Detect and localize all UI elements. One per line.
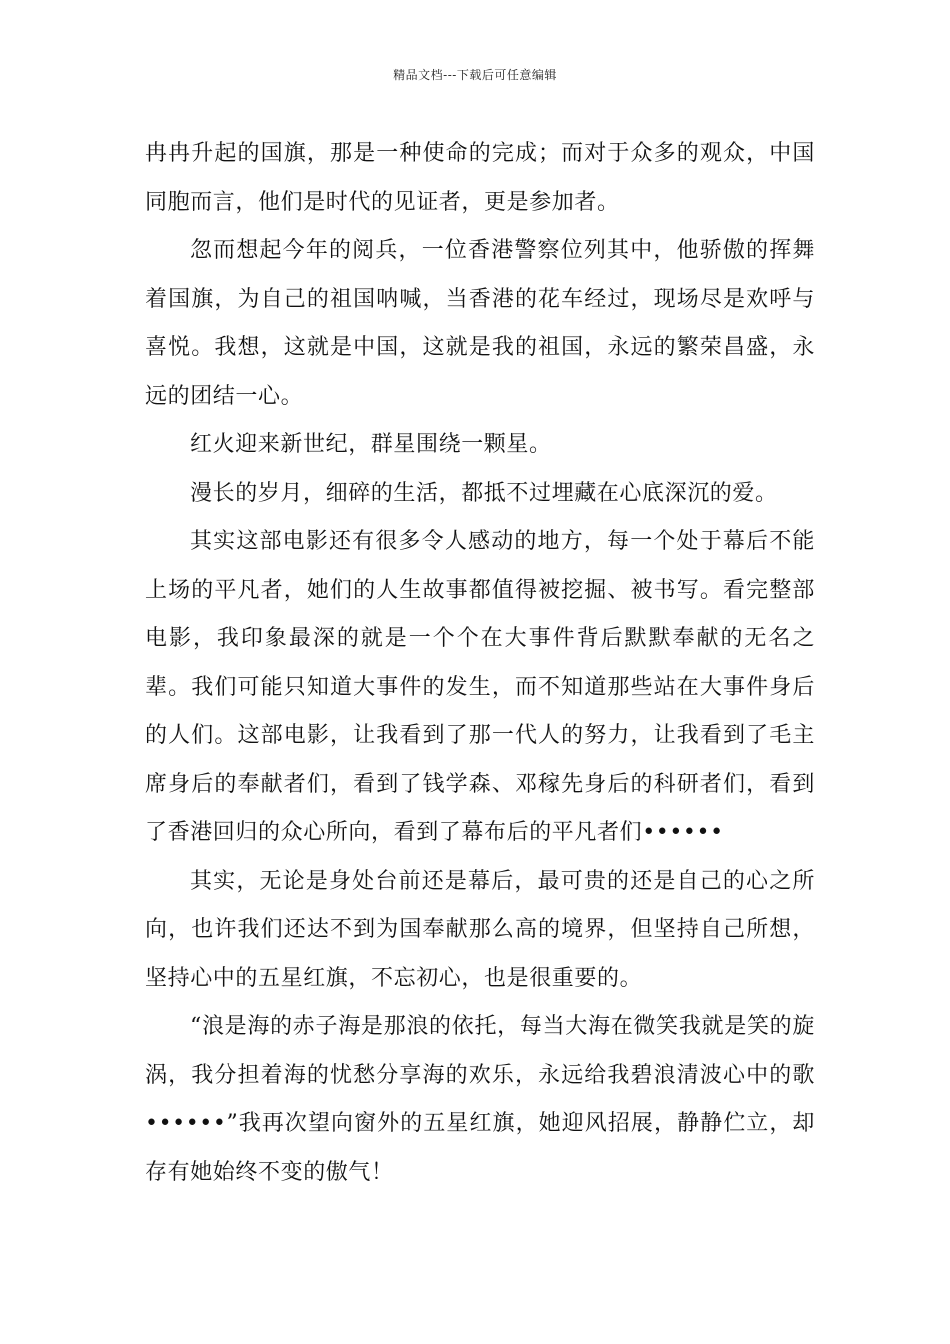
paragraph-continuation: 冉冉升起的国旗，那是一种使命的完成；而对于众多的观众，中国同胞而言，他们是时代的见证者，更是参加者。 [145, 141, 815, 215]
paragraph: 其实，无论是身处台前还是幕后，最可贵的还是自己的心之所向，也许我们还达不到为国奉献那么高的境界，但坚持自己所想，坚持心中的五星红旗，不忘初心，也是很重要的。 [145, 868, 815, 991]
document-body [145, 130, 815, 1197]
page-header: 精品文档---下载后可任意编辑 [393, 68, 557, 82]
paragraph: 其实这部电影还有很多令人感动的地方，每一个处于幕后不能上场的平凡者，她们的人生故事都值得被挖掘、被书写。看完整部电影，我印象最深的就是一个个在大事件背后默默奉献的无名之辈。我们可能只知道大事件的发生，而不知道那些站在大事件身后的人们。这部电影，让我看到了那一代人的努力，让我看到了毛主席身后的奉献者们，看到了钱学森、邓稼先身后的科研者们，看到了香港回归的众心所向，看到了幕布后的平凡者们•••••• [145, 529, 815, 845]
paragraph: 忽而想起今年的阅兵，一位香港警察位列其中，他骄傲的挥舞着国旗，为自己的祖国呐喊，当香港的花车经过，现场尽是欢呼与喜悦。我想，这就是中国，这就是我的祖国，永远的繁荣昌盛，永远的团结一心。 [145, 238, 815, 409]
paragraph-quote: “浪是海的赤子海是那浪的依托，每当大海在微笑我就是笑的旋涡，我分担着海的忧愁分享海的欢乐，永远给我碧浪清波心中的歌••••••”我再次望向窗外的五星红旗，她迎风招展，静静伫立，却存有她始终不变的傲气！ [145, 1014, 815, 1185]
paragraph: 红火迎来新世纪，群星围绕一颗星。 [190, 432, 552, 457]
paragraph: 漫长的岁月，细碎的生活，都抵不过埋藏在心底深沉的爱。 [190, 480, 778, 506]
